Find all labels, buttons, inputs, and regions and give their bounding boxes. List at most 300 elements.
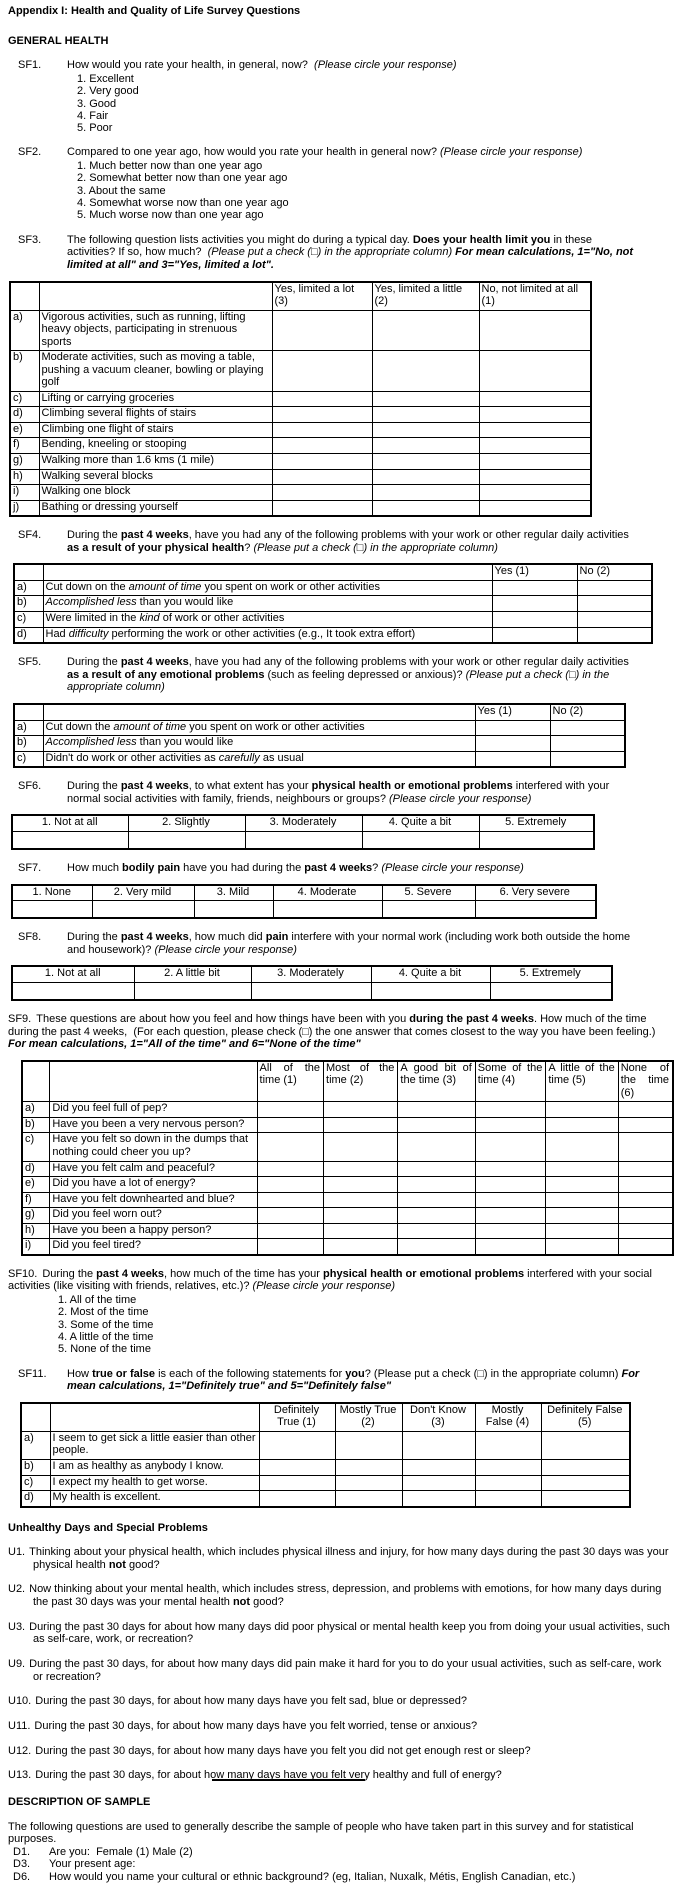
answer-cell[interactable] bbox=[546, 1239, 618, 1255]
row-text: Walking more than 1.6 kms (1 mile) bbox=[39, 453, 272, 469]
answer-cell[interactable] bbox=[324, 1102, 398, 1118]
answer-cell[interactable] bbox=[324, 1239, 398, 1255]
answer-cell[interactable] bbox=[324, 1117, 398, 1133]
question-d1 bbox=[8, 1846, 674, 1859]
answer-cell[interactable] bbox=[475, 1223, 546, 1239]
column-header: Definitely True (1) bbox=[259, 1403, 335, 1432]
row-text: Bending, kneeling or stooping bbox=[39, 438, 272, 454]
answer-cell[interactable] bbox=[402, 1491, 475, 1507]
scale-option[interactable]: 4. Moderate bbox=[273, 885, 382, 901]
answer-cell[interactable] bbox=[546, 1208, 618, 1224]
sf8-scale-table bbox=[11, 965, 613, 1001]
empty-header-cell bbox=[50, 1061, 257, 1102]
answer-cell[interactable] bbox=[492, 580, 577, 596]
answer-cell[interactable] bbox=[475, 1208, 546, 1224]
row-letter: f) bbox=[22, 1192, 50, 1208]
answer-cell[interactable] bbox=[475, 1459, 541, 1475]
answer-cell[interactable] bbox=[479, 422, 591, 438]
answer-cell[interactable] bbox=[12, 831, 128, 849]
answer-cell[interactable] bbox=[492, 627, 577, 643]
answer-cell[interactable] bbox=[541, 1459, 630, 1475]
answer-cell[interactable] bbox=[273, 901, 382, 919]
answer-cell[interactable] bbox=[272, 407, 372, 423]
answer-cell[interactable] bbox=[272, 485, 372, 501]
answer-cell[interactable] bbox=[257, 1102, 323, 1118]
column-header: Yes, limited a little (2) bbox=[372, 282, 479, 311]
question-text: How much bodily pain have you had during the past 4 weeks? (Please circle your response) bbox=[67, 861, 524, 874]
answer-cell[interactable] bbox=[577, 596, 652, 612]
table-row bbox=[10, 453, 591, 469]
answer-cell[interactable] bbox=[194, 901, 273, 919]
answer-cell[interactable] bbox=[272, 438, 372, 454]
column-header: Mostly True (2) bbox=[335, 1403, 402, 1432]
answer-cell[interactable] bbox=[272, 422, 372, 438]
scale-option[interactable]: 4. Quite a bit bbox=[362, 815, 479, 831]
scale-option[interactable]: 2. Slightly bbox=[128, 815, 245, 831]
answer-row bbox=[12, 831, 594, 849]
answer-cell[interactable] bbox=[251, 982, 371, 1000]
question-text: During the past 4 weeks, to what extent has your physical health or emotional problems interfered with your normal social activities with family, friends, neighbours or groups? (Please circle your response) bbox=[67, 780, 610, 805]
answer-cell[interactable] bbox=[371, 982, 490, 1000]
row-letter: h) bbox=[10, 469, 39, 485]
answer-cell[interactable] bbox=[618, 1223, 673, 1239]
answer-cell[interactable] bbox=[550, 736, 625, 752]
option[interactable]: 2. Very good bbox=[77, 85, 139, 98]
question-text: The following question lists activities you might do during a typical day. Does your health limit you in these activities? If so, how much? (Please put a check (□) in the appropriate column) For mean calculations, 1="No, not limited at all" and 3="Yes, limited a lot". bbox=[67, 233, 634, 271]
answer-cell[interactable] bbox=[618, 1177, 673, 1193]
empty-header-cell bbox=[39, 282, 272, 311]
answer-cell[interactable] bbox=[475, 1117, 546, 1133]
answer-cell[interactable] bbox=[398, 1223, 475, 1239]
answer-cell[interactable] bbox=[335, 1475, 402, 1491]
question-text: During the past 30 days, for about how many days have you felt very healthy and full of energy? bbox=[35, 1769, 502, 1782]
answer-cell[interactable] bbox=[372, 485, 479, 501]
answer-cell[interactable] bbox=[362, 831, 479, 849]
answer-cell[interactable] bbox=[398, 1239, 475, 1255]
row-text: Have you felt calm and peaceful? bbox=[50, 1161, 257, 1177]
option[interactable]: 3. Good bbox=[77, 97, 117, 110]
scale-option[interactable]: 5. Extremely bbox=[479, 815, 594, 831]
option-list bbox=[77, 73, 640, 135]
column-header: No (2) bbox=[577, 564, 652, 580]
scale-option[interactable]: 1. Not at all bbox=[12, 815, 128, 831]
option[interactable]: 1. Much better now than one year ago bbox=[77, 160, 263, 173]
answer-cell[interactable] bbox=[402, 1459, 475, 1475]
answer-cell[interactable] bbox=[546, 1117, 618, 1133]
footnote-separator bbox=[212, 1779, 365, 1781]
question-sf9 bbox=[8, 1013, 674, 1051]
column-header: Definitely False (5) bbox=[541, 1403, 630, 1432]
question-text: During the past 4 weeks, how much did pain interfere with your normal work (including work both outside the home and housework)? (Please circle your response) bbox=[67, 931, 631, 956]
answer-cell[interactable] bbox=[372, 422, 479, 438]
sf3-activities-table bbox=[9, 281, 592, 518]
answer-cell[interactable] bbox=[398, 1161, 475, 1177]
table-row bbox=[14, 611, 652, 627]
answer-cell[interactable] bbox=[475, 751, 550, 767]
answer-cell[interactable] bbox=[128, 831, 245, 849]
answer-cell[interactable] bbox=[492, 611, 577, 627]
row-text: Did you have a lot of energy? bbox=[50, 1177, 257, 1193]
answer-cell[interactable] bbox=[372, 391, 479, 407]
answer-cell[interactable] bbox=[618, 1208, 673, 1224]
table-row bbox=[14, 580, 652, 596]
row-letter: d) bbox=[21, 1491, 50, 1507]
answer-cell[interactable] bbox=[577, 627, 652, 643]
question-label: SF6. bbox=[18, 780, 42, 793]
scale-option[interactable]: 2. Very mild bbox=[92, 885, 194, 901]
question-sf4 bbox=[18, 529, 674, 554]
empty-header-cell bbox=[43, 564, 492, 580]
answer-cell[interactable] bbox=[479, 469, 591, 485]
empty-header-cell bbox=[14, 704, 43, 720]
scale-option[interactable]: 3. Moderately bbox=[251, 966, 371, 982]
answer-cell[interactable] bbox=[618, 1133, 673, 1161]
column-header: Mostly False (4) bbox=[475, 1403, 541, 1432]
question-text: During the past 30 days, for about how many days have you felt worried, tense or anxious? bbox=[34, 1719, 478, 1732]
answer-cell[interactable] bbox=[272, 500, 372, 516]
question-label: D1. bbox=[13, 1845, 31, 1858]
answer-cell[interactable] bbox=[475, 1491, 541, 1507]
question-sf2 bbox=[18, 146, 674, 221]
question-text: How would you name your cultural or ethnic background? (eg, Italian, Nuxalk, Métis, English Canadian, etc.) bbox=[49, 1871, 576, 1884]
answer-cell[interactable] bbox=[475, 1475, 541, 1491]
row-text: Have you been a very nervous person? bbox=[50, 1117, 257, 1133]
option[interactable]: 5. Much worse now than one year ago bbox=[77, 209, 264, 222]
answer-cell[interactable] bbox=[372, 500, 479, 516]
answer-cell[interactable] bbox=[134, 982, 251, 1000]
answer-cell[interactable] bbox=[479, 310, 591, 351]
sf6-scale-table bbox=[11, 814, 595, 850]
answer-cell[interactable] bbox=[541, 1475, 630, 1491]
row-letter: a) bbox=[22, 1102, 50, 1118]
question-u10 bbox=[8, 1695, 674, 1708]
scale-option[interactable]: 3. Moderately bbox=[245, 815, 362, 831]
answer-cell[interactable] bbox=[541, 1491, 630, 1507]
option[interactable]: 4. A little of the time bbox=[58, 1330, 154, 1343]
row-letter: i) bbox=[22, 1239, 50, 1255]
question-u9 bbox=[8, 1658, 674, 1683]
scale-option[interactable]: 5. Extremely bbox=[490, 966, 612, 982]
answer-cell[interactable] bbox=[475, 901, 596, 919]
answer-cell[interactable] bbox=[324, 1177, 398, 1193]
answer-cell[interactable] bbox=[475, 1192, 546, 1208]
option[interactable]: 4. Fair bbox=[77, 109, 109, 122]
table-row bbox=[21, 1491, 630, 1507]
sf5-problems-table bbox=[13, 703, 626, 768]
answer-cell[interactable] bbox=[324, 1161, 398, 1177]
question-sf1 bbox=[18, 59, 674, 134]
scale-option[interactable]: 4. Quite a bit bbox=[371, 966, 490, 982]
row-letter: h) bbox=[22, 1223, 50, 1239]
answer-cell[interactable] bbox=[257, 1208, 323, 1224]
answer-cell[interactable] bbox=[372, 310, 479, 351]
answer-cell[interactable] bbox=[372, 438, 479, 454]
question-label: SF8. bbox=[18, 931, 42, 944]
answer-cell[interactable] bbox=[257, 1223, 323, 1239]
answer-cell[interactable] bbox=[546, 1102, 618, 1118]
answer-row bbox=[12, 901, 596, 919]
question-label: D6. bbox=[13, 1871, 31, 1884]
question-label: U3. bbox=[8, 1620, 26, 1633]
row-text: Have you been a happy person? bbox=[50, 1223, 257, 1239]
row-text: Climbing several flights of stairs bbox=[39, 407, 272, 423]
question-text: During the past 30 days for about how many days did poor physical or mental health keep you from doing your usual activities, such as self-care, work, or recreation? bbox=[29, 1620, 670, 1646]
answer-cell[interactable] bbox=[372, 469, 479, 485]
answer-cell[interactable] bbox=[259, 1431, 335, 1459]
option-list bbox=[77, 160, 640, 222]
answer-cell[interactable] bbox=[335, 1459, 402, 1475]
option[interactable]: 5. Poor bbox=[77, 122, 113, 135]
answer-cell[interactable] bbox=[546, 1161, 618, 1177]
table-row bbox=[10, 351, 591, 392]
section-heading-description-of-sample: DESCRIPTION OF SAMPLE bbox=[8, 1795, 151, 1808]
answer-cell[interactable] bbox=[479, 351, 591, 392]
question-u12 bbox=[8, 1745, 674, 1758]
question-text: During the past 30 days, for about how many days did pain make it hard for you to do your usual activities, such as self-care, work or recreation? bbox=[29, 1658, 662, 1683]
row-letter: g) bbox=[22, 1208, 50, 1224]
answer-cell[interactable] bbox=[259, 1475, 335, 1491]
question-text: Your present age: bbox=[49, 1858, 136, 1871]
answer-cell[interactable] bbox=[12, 982, 134, 1000]
answer-cell[interactable] bbox=[479, 500, 591, 516]
option[interactable]: 1. Excellent bbox=[77, 72, 134, 85]
answer-cell[interactable] bbox=[372, 407, 479, 423]
column-header: Yes (1) bbox=[492, 564, 577, 580]
table-row bbox=[10, 469, 591, 485]
answer-cell[interactable] bbox=[372, 453, 479, 469]
table-row bbox=[22, 1208, 673, 1224]
row-text: Have you felt downhearted and blue? bbox=[50, 1192, 257, 1208]
answer-cell[interactable] bbox=[324, 1208, 398, 1224]
row-letter: c) bbox=[21, 1475, 50, 1491]
answer-cell[interactable] bbox=[475, 1102, 546, 1118]
row-letter: b) bbox=[22, 1117, 50, 1133]
answer-cell[interactable] bbox=[257, 1239, 323, 1255]
answer-cell[interactable] bbox=[324, 1133, 398, 1161]
table-header-row bbox=[14, 704, 625, 720]
table-row bbox=[14, 751, 625, 767]
answer-cell[interactable] bbox=[398, 1192, 475, 1208]
row-text: Lifting or carrying groceries bbox=[39, 391, 272, 407]
table-row bbox=[22, 1192, 673, 1208]
option[interactable]: 1. All of the time bbox=[58, 1294, 137, 1306]
row-text: Accomplished less than you would like bbox=[43, 736, 475, 752]
row-letter: e) bbox=[10, 422, 39, 438]
empty-header-cell bbox=[14, 564, 43, 580]
table-row bbox=[21, 1431, 630, 1459]
answer-cell[interactable] bbox=[479, 391, 591, 407]
row-text: Did you feel tired? bbox=[50, 1239, 257, 1255]
answer-cell[interactable] bbox=[257, 1177, 323, 1193]
row-text: Had difficulty performing the work or other activities (e.g., It took extra effort) bbox=[43, 627, 492, 643]
table-row bbox=[10, 438, 591, 454]
empty-header-cell bbox=[43, 704, 475, 720]
question-label: SF9. bbox=[8, 1012, 32, 1025]
answer-cell[interactable] bbox=[475, 1431, 541, 1459]
answer-cell[interactable] bbox=[618, 1192, 673, 1208]
row-letter: a) bbox=[10, 310, 39, 351]
answer-cell[interactable] bbox=[398, 1208, 475, 1224]
answer-cell[interactable] bbox=[245, 831, 362, 849]
scale-option[interactable]: 2. A little bit bbox=[134, 966, 251, 982]
answer-cell[interactable] bbox=[550, 720, 625, 736]
answer-cell[interactable] bbox=[546, 1192, 618, 1208]
answer-cell[interactable] bbox=[272, 351, 372, 392]
row-text: Bathing or dressing yourself bbox=[39, 500, 272, 516]
answer-cell[interactable] bbox=[550, 751, 625, 767]
table-row bbox=[22, 1117, 673, 1133]
answer-cell[interactable] bbox=[372, 351, 479, 392]
row-text: Did you feel worn out? bbox=[50, 1208, 257, 1224]
row-letter: a) bbox=[14, 720, 43, 736]
answer-cell[interactable] bbox=[546, 1177, 618, 1193]
answer-cell[interactable] bbox=[257, 1117, 323, 1133]
row-letter: b) bbox=[10, 351, 39, 392]
table-row bbox=[10, 500, 591, 516]
answer-cell[interactable] bbox=[257, 1161, 323, 1177]
answer-cell[interactable] bbox=[475, 1239, 546, 1255]
row-letter: f) bbox=[10, 438, 39, 454]
answer-cell[interactable] bbox=[475, 1161, 546, 1177]
answer-cell[interactable] bbox=[402, 1475, 475, 1491]
row-letter: i) bbox=[10, 485, 39, 501]
answer-cell[interactable] bbox=[272, 310, 372, 351]
answer-cell[interactable] bbox=[492, 596, 577, 612]
answer-cell[interactable] bbox=[475, 720, 550, 736]
row-letter: a) bbox=[21, 1431, 50, 1459]
description-intro: The following questions are used to generally describe the sample of people who have taken part in this survey and for statistical purposes. bbox=[8, 1820, 634, 1846]
answer-cell[interactable] bbox=[479, 485, 591, 501]
sf7-scale-table bbox=[11, 884, 597, 920]
question-label: U9. bbox=[8, 1658, 26, 1671]
answer-cell[interactable] bbox=[475, 1177, 546, 1193]
row-text: Climbing one flight of stairs bbox=[39, 422, 272, 438]
scale-option[interactable]: 1. None bbox=[12, 885, 92, 901]
question-label: SF11. bbox=[18, 1367, 47, 1380]
question-label: U10. bbox=[8, 1695, 32, 1708]
row-letter: c) bbox=[14, 751, 43, 767]
answer-cell[interactable] bbox=[324, 1223, 398, 1239]
section-heading-general-health: GENERAL HEALTH bbox=[8, 34, 109, 47]
answer-cell[interactable] bbox=[490, 982, 612, 1000]
question-sf6 bbox=[18, 780, 674, 805]
answer-cell[interactable] bbox=[335, 1431, 402, 1459]
option[interactable]: 4. Somewhat worse now than one year ago bbox=[77, 197, 289, 210]
answer-cell[interactable] bbox=[546, 1223, 618, 1239]
option[interactable]: 5. None of the time bbox=[58, 1343, 151, 1356]
answer-cell[interactable] bbox=[382, 901, 475, 919]
answer-cell[interactable] bbox=[324, 1192, 398, 1208]
row-text: Have you felt so down in the dumps that nothing could cheer you up? bbox=[50, 1133, 257, 1161]
table-header-row bbox=[14, 564, 652, 580]
question-label: U2. bbox=[8, 1583, 26, 1596]
question-label: D3. bbox=[13, 1858, 31, 1871]
question-label: SF5. bbox=[18, 656, 42, 669]
answer-cell[interactable] bbox=[479, 453, 591, 469]
scale-option[interactable]: 3. Mild bbox=[194, 885, 273, 901]
option[interactable]: 3. Some of the time bbox=[58, 1318, 154, 1331]
table-row bbox=[14, 596, 652, 612]
answer-cell[interactable] bbox=[475, 736, 550, 752]
answer-cell[interactable] bbox=[12, 901, 92, 919]
answer-cell[interactable] bbox=[272, 453, 372, 469]
answer-cell[interactable] bbox=[618, 1117, 673, 1133]
question-label: SF4. bbox=[18, 529, 42, 542]
answer-cell[interactable] bbox=[272, 469, 372, 485]
answer-cell[interactable] bbox=[479, 831, 594, 849]
answer-cell[interactable] bbox=[577, 580, 652, 596]
answer-cell[interactable] bbox=[546, 1133, 618, 1161]
answer-cell[interactable] bbox=[479, 407, 591, 423]
answer-cell[interactable] bbox=[479, 438, 591, 454]
row-text: I expect my health to get worse. bbox=[50, 1475, 259, 1491]
question-text: During the past 4 weeks, have you had any of the following problems with your work or other regular daily activities as a result of your physical health? (Please put a check (□) in the appropriate column) bbox=[67, 529, 629, 554]
answer-cell[interactable] bbox=[398, 1133, 475, 1161]
option[interactable]: 2. Most of the time bbox=[58, 1306, 149, 1319]
answer-cell[interactable] bbox=[335, 1491, 402, 1507]
question-text: During the past 4 weeks, how much of the time has your physical health or emotional problems interfered with your social activities (like visiting with friends, relatives, etc.)? (Please circle your response) bbox=[8, 1267, 652, 1293]
row-text: Walking several blocks bbox=[39, 469, 272, 485]
table-row bbox=[10, 422, 591, 438]
scale-option[interactable]: 6. Very severe bbox=[475, 885, 596, 901]
answer-cell[interactable] bbox=[618, 1239, 673, 1255]
table-row bbox=[22, 1177, 673, 1193]
table-header-row bbox=[22, 1061, 673, 1102]
option[interactable]: 2. Somewhat better now than one year ago bbox=[77, 172, 288, 185]
answer-cell[interactable] bbox=[475, 1133, 546, 1161]
answer-cell[interactable] bbox=[618, 1102, 673, 1118]
scale-option[interactable]: 5. Severe bbox=[382, 885, 475, 901]
answer-cell[interactable] bbox=[272, 391, 372, 407]
table-row bbox=[22, 1133, 673, 1161]
row-text: Vigorous activities, such as running, lifting heavy objects, participating in strenuous sports bbox=[39, 310, 272, 351]
table-row bbox=[22, 1161, 673, 1177]
answer-cell[interactable] bbox=[577, 611, 652, 627]
scale-row bbox=[12, 815, 594, 831]
row-letter: d) bbox=[22, 1161, 50, 1177]
row-letter: b) bbox=[14, 736, 43, 752]
scale-option[interactable]: 1. Not at all bbox=[12, 966, 134, 982]
answer-cell[interactable] bbox=[541, 1431, 630, 1459]
row-letter: c) bbox=[10, 391, 39, 407]
row-text: Didn't do work or other activities as carefully as usual bbox=[43, 751, 475, 767]
question-label: SF7. bbox=[18, 861, 42, 874]
table-row bbox=[14, 720, 625, 736]
answer-cell[interactable] bbox=[257, 1192, 323, 1208]
answer-row bbox=[12, 982, 612, 1000]
answer-cell[interactable] bbox=[259, 1459, 335, 1475]
answer-cell[interactable] bbox=[402, 1431, 475, 1459]
answer-cell[interactable] bbox=[398, 1102, 475, 1118]
answer-cell[interactable] bbox=[257, 1133, 323, 1161]
answer-cell[interactable] bbox=[259, 1491, 335, 1507]
table-row bbox=[10, 391, 591, 407]
row-letter: a) bbox=[14, 580, 43, 596]
option[interactable]: 3. About the same bbox=[77, 184, 166, 197]
answer-cell[interactable] bbox=[92, 901, 194, 919]
row-text: Moderate activities, such as moving a table, pushing a vacuum cleaner, bowling or playing golf bbox=[39, 351, 272, 392]
answer-cell[interactable] bbox=[398, 1177, 475, 1193]
sf9-feelings-table bbox=[21, 1060, 674, 1256]
table-row bbox=[21, 1475, 630, 1491]
table-row bbox=[10, 485, 591, 501]
answer-cell[interactable] bbox=[398, 1117, 475, 1133]
question-text: Are you: Female (1) Male (2) bbox=[49, 1845, 193, 1858]
row-text: My health is excellent. bbox=[50, 1491, 259, 1507]
question-text: During the past 30 days, for about how many days have you felt you did not get enough rest or sleep? bbox=[35, 1744, 531, 1757]
row-text: I am as healthy as anybody I know. bbox=[50, 1459, 259, 1475]
answer-cell[interactable] bbox=[618, 1161, 673, 1177]
